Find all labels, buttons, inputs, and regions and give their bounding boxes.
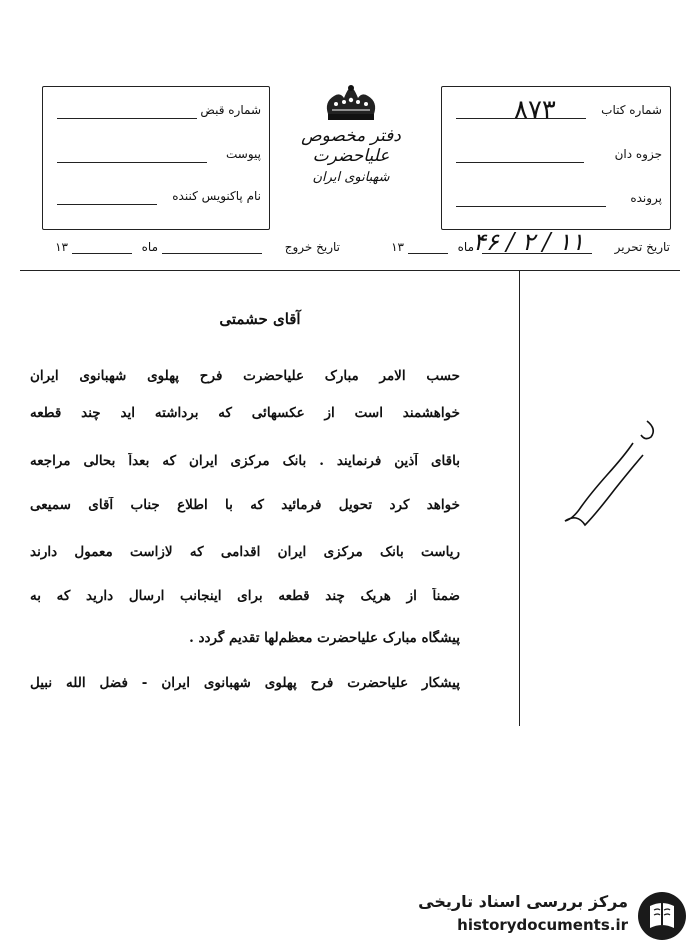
receipt-info-box: [42, 86, 270, 230]
letter-number-value: ۸۷۳: [514, 95, 556, 125]
receipt-number-field: [53, 101, 261, 125]
part-field: [452, 145, 662, 169]
archive-logo-icon: [636, 890, 688, 942]
emblem-title: دفتر مخصوص علیاحضرت: [301, 126, 401, 166]
typist-field: [53, 187, 261, 211]
exit-date-label: تاریخ خروج: [284, 240, 340, 254]
letter-line: خواهشمند است از عکسهائی که برداشته اید چند قطعه: [30, 405, 460, 421]
file-label: پرونده: [630, 191, 662, 205]
exit-date-line: [162, 253, 262, 254]
letter-line: پیشگاه مبارک علیاحضرت معظم‌لها تقدیم گردد .: [189, 630, 460, 646]
letter-line: خواهد کرد تحویل فرمائید که با اطلاع جناب آقای سمیعی: [30, 497, 460, 513]
written-date-value: ۱۱ / ۲ / ۴۶: [472, 228, 584, 256]
crown-icon: [320, 84, 382, 124]
letter-signature-line: پیشکار علیاحضرت فرح پهلوی شهبانوی ایران - فضل الله نبیل: [30, 675, 460, 691]
date-row: [44, 228, 670, 260]
file-line: [456, 206, 606, 207]
watermark-title: مرکز بررسی اسناد تاریخی: [418, 892, 628, 911]
header-divider: [20, 270, 680, 271]
letter-number-field: [452, 95, 662, 125]
attachment-line: [57, 162, 207, 163]
month-line: [408, 253, 448, 254]
letter-number-label: شماره کتاب: [601, 103, 662, 117]
typist-line: [57, 204, 157, 205]
letter-line: ضمناً از هریک چند قطعه برای اینجانب ارسال دارید که به: [30, 588, 460, 604]
margin-divider: [519, 270, 520, 726]
month-label: ماه: [457, 240, 474, 254]
watermark-url: historydocuments.ir: [457, 916, 628, 934]
emblem-subtitle: شهبانوی ایران: [312, 170, 390, 185]
receipt-number-label: شماره قبض: [200, 103, 261, 117]
exit-year-prefix: ۱۳: [55, 240, 68, 254]
archive-watermark: [388, 888, 688, 944]
attachment-label: پیوست: [226, 147, 261, 161]
written-date-line: [482, 253, 592, 254]
part-line: [456, 162, 584, 163]
year-prefix: ۱۳: [391, 240, 404, 254]
exit-month-line: [72, 253, 132, 254]
letter-line: باقای آذین فرنمایند . بانک مرکزی ایران که بعداً بحالی مراجعه: [30, 453, 460, 469]
letter-info-box: [441, 86, 671, 230]
typist-label: نام پاکنویس کننده: [172, 189, 261, 203]
file-field: [452, 189, 662, 213]
letter-line: حسب الامر مبارک علیاحضرت فرح پهلوی شهبانوی ایران: [30, 368, 460, 384]
handwritten-annotation: [555, 415, 665, 535]
letter-line: ریاست بانک مرکزی ایران اقدامی که لازاست معمول دارند: [30, 544, 460, 560]
exit-month-label: ماه: [141, 240, 158, 254]
attachment-field: [53, 145, 261, 169]
receipt-number-line: [57, 118, 197, 119]
salutation: آقای حشمتی: [219, 310, 301, 328]
written-date-label: تاریخ تحریر: [614, 240, 670, 254]
part-label: جزوه دان: [614, 147, 662, 161]
royal-emblem: [278, 84, 424, 214]
